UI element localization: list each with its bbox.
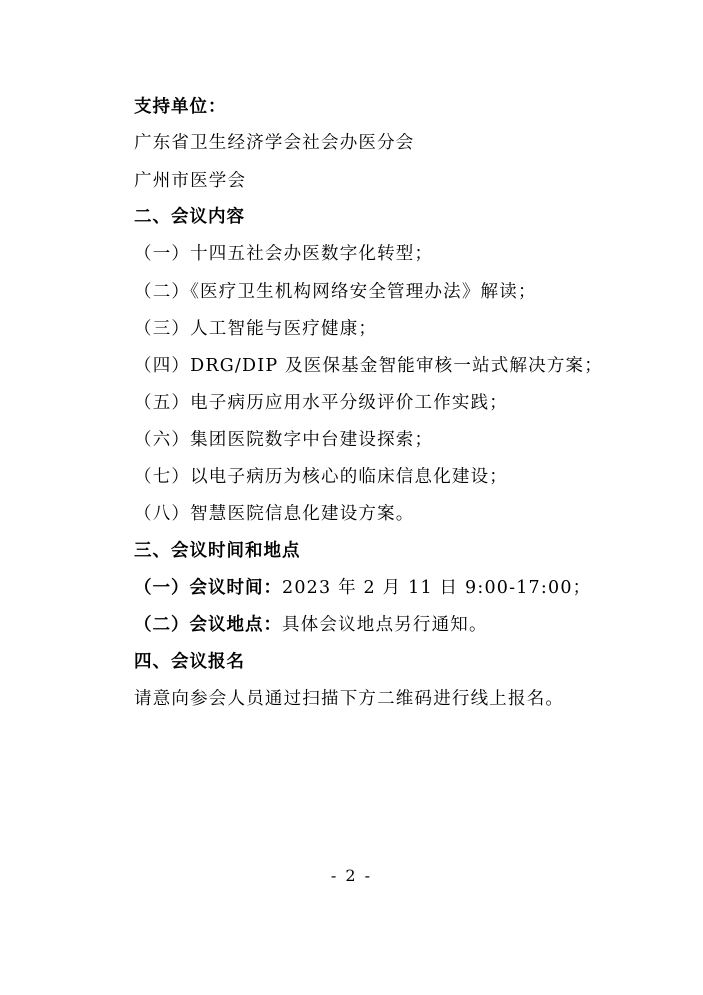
meeting-place-value: 具体会议地点另行通知。 [282, 615, 488, 635]
content-item: （二）《医疗卫生机构网络安全管理办法》解读； [134, 282, 537, 302]
content-item: （一）十四五社会办医数字化转型； [134, 244, 434, 264]
supporters-heading: 支持单位： [134, 97, 227, 117]
content-item: （四）DRG/DIP 及医保基金智能审核一站式解决方案； [134, 356, 603, 376]
meeting-time-value: 2023 年 2 月 11 日 9:00-17:00； [282, 578, 592, 598]
supporter-unit: 广东省卫生经济学会社会办医分会 [134, 133, 415, 153]
meeting-place-label: （二）会议地点： [134, 615, 282, 635]
meeting-time-label: （一）会议时间： [134, 578, 282, 598]
meeting-time [134, 577, 591, 599]
section-heading-registration: 四、会议报名 [134, 652, 245, 672]
content-item: （五）电子病历应用水平分级评价工作实践； [134, 393, 508, 413]
content-item: （六）集团医院数字中台建设探索； [134, 430, 434, 450]
section-heading-content: 二、会议内容 [134, 207, 245, 227]
meeting-place [134, 614, 488, 636]
section-heading-time-place: 三、会议时间和地点 [134, 541, 301, 561]
page-number: - 2 - [330, 866, 373, 885]
supporter-unit: 广州市医学会 [134, 171, 247, 191]
registration-text: 请意向参会人员通过扫描下方二维码进行线上报名。 [134, 689, 565, 709]
content-item: （七）以电子病历为核心的临床信息化建设； [134, 467, 508, 487]
content-item: （三）人工智能与医疗健康； [134, 319, 378, 339]
content-item: （八）智慧医院信息化建设方案。 [134, 504, 415, 524]
